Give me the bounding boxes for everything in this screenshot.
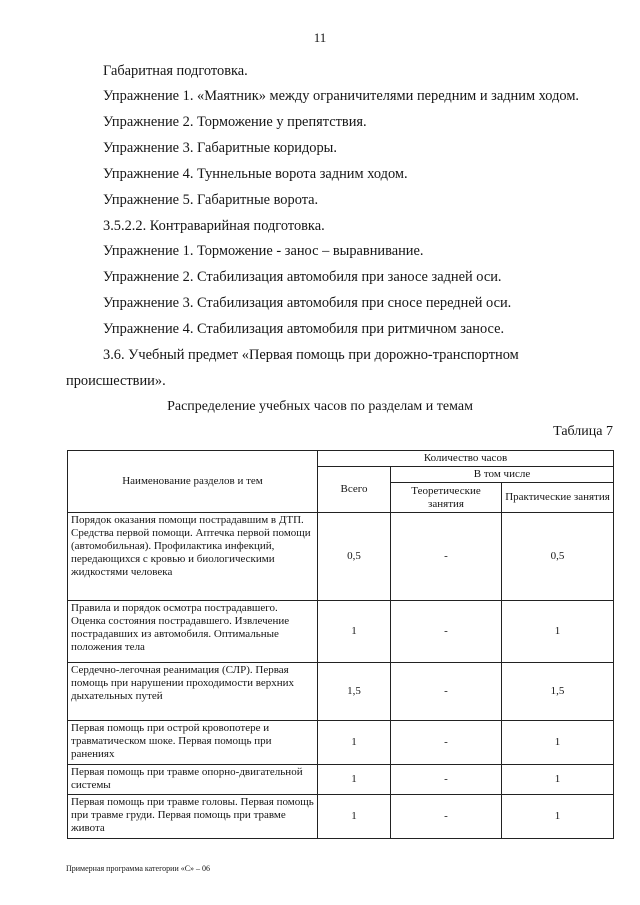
theory-hours-cell: - <box>391 721 502 765</box>
theory-hours-cell: - <box>391 765 502 795</box>
page-number: 11 <box>313 30 327 45</box>
theory-hours-cell: - <box>391 663 502 721</box>
hours-table <box>67 450 614 839</box>
table-row <box>68 765 614 795</box>
table-row <box>68 601 614 663</box>
table-row <box>68 663 614 721</box>
total-hours-cell: 0,5 <box>318 513 391 601</box>
table-row <box>68 795 614 839</box>
theory-hours-cell: - <box>391 601 502 663</box>
topic-cell: Первая помощь при травме головы. Первая помощь при травме груди. Первая помощь при травме живота <box>68 795 318 839</box>
table-header-row <box>68 451 614 467</box>
column-header-topic: Наименование разделов и тем <box>68 451 318 513</box>
column-header-practice: Практические занятия <box>502 483 614 513</box>
column-header-total: Всего <box>318 467 391 513</box>
subject-heading-continued: происшествии». <box>66 373 166 389</box>
exercise-line: Упражнение 3. Стабилизация автомобиля при сносе передней оси. <box>103 295 512 311</box>
exercise-line: Упражнение 4. Туннельные ворота задним ходом. <box>103 166 408 182</box>
topic-cell: Порядок оказания помощи пострадавшим в ДТП. Средства первой помощи. Аптечка первой помощи (автомобильная). Профилактика инфекций, передающихся с кровью и биологическими жидкостями человека <box>68 513 318 601</box>
section-heading-counter-emergency: 3.5.2.2. Контраварийная подготовка. <box>103 218 325 234</box>
exercise-line: Упражнение 3. Габаритные коридоры. <box>103 140 337 156</box>
practice-hours-cell: 1 <box>502 601 614 663</box>
practice-hours-cell: 1 <box>502 721 614 765</box>
page-footer: Примерная программа категории «С» – 06 <box>66 864 211 873</box>
table-caption: Распределение учебных часов по разделам и темам <box>167 399 473 414</box>
exercise-line: Упражнение 2. Торможение у препятствия. <box>103 114 367 130</box>
topic-cell: Сердечно-легочная реанимация (СЛР). Первая помощь при нарушении проходимости верхних дыхательных путей <box>68 663 318 721</box>
exercise-line: Упражнение 2. Стабилизация автомобиля при заносе задней оси. <box>103 269 502 285</box>
topic-cell: Правила и порядок осмотра пострадавшего. Оценка состояния пострадавшего. Извлечение пострадавших из автомобиля. Оптимальные положения тела <box>68 601 318 663</box>
section-heading-dimensional-training: Габаритная подготовка. <box>103 63 248 79</box>
total-hours-cell: 1 <box>318 795 391 839</box>
exercise-line: Упражнение 1. Торможение - занос – выравнивание. <box>103 243 424 259</box>
total-hours-cell: 1 <box>318 721 391 765</box>
exercise-line: Упражнение 4. Стабилизация автомобиля при ритмичном заносе. <box>103 321 505 337</box>
table-row <box>68 513 614 601</box>
practice-hours-cell: 1 <box>502 765 614 795</box>
practice-hours-cell: 1 <box>502 795 614 839</box>
topic-cell: Первая помощь при острой кровопотере и травматическом шоке. Первая помощь при ранениях <box>68 721 318 765</box>
column-header-hours: Количество часов <box>318 451 614 467</box>
practice-hours-cell: 0,5 <box>502 513 614 601</box>
table-row <box>68 721 614 765</box>
column-header-including: В том числе <box>391 467 614 483</box>
exercise-line: Упражнение 5. Габаритные ворота. <box>103 192 319 208</box>
practice-hours-cell: 1,5 <box>502 663 614 721</box>
subject-heading: 3.6. Учебный предмет «Первая помощь при дорожно-транспортном <box>103 347 519 363</box>
theory-hours-cell: - <box>391 513 502 601</box>
exercise-line: Упражнение 1. «Маятник» между ограничителями передним и задним ходом. <box>103 88 580 104</box>
total-hours-cell: 1,5 <box>318 663 391 721</box>
total-hours-cell: 1 <box>318 601 391 663</box>
column-header-theory: Теоретические занятия <box>391 483 502 513</box>
topic-cell: Первая помощь при травме опорно-двигательной системы <box>68 765 318 795</box>
total-hours-cell: 1 <box>318 765 391 795</box>
table-label: Таблица 7 <box>553 424 613 439</box>
theory-hours-cell: - <box>391 795 502 839</box>
